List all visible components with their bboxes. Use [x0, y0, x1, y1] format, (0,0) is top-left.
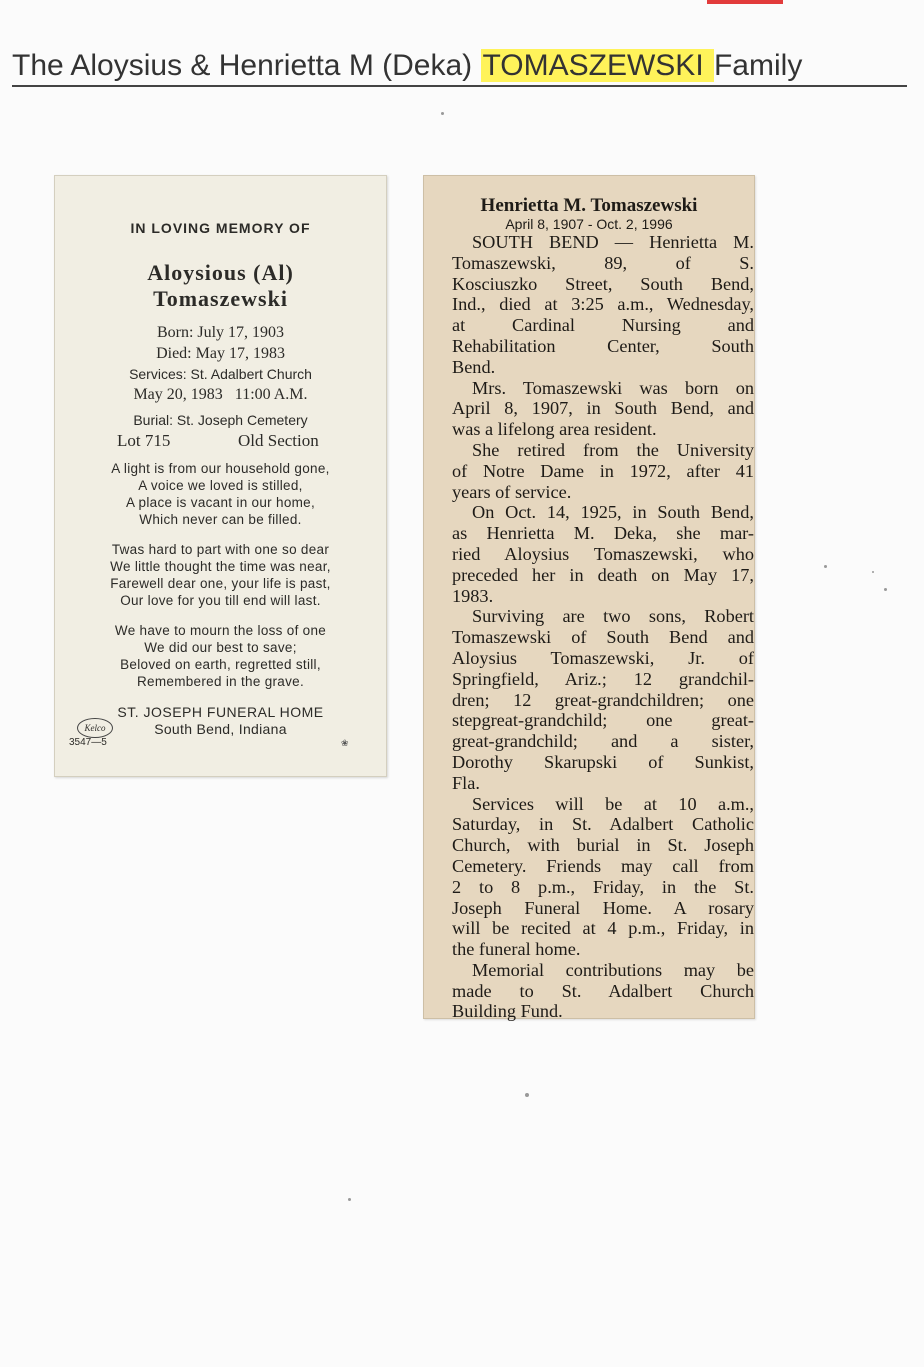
obituary-line: at Cardinal Nursing and [452, 315, 754, 336]
card-print-code: 3547—5 [69, 737, 107, 748]
obituary-line: Tomaszewski of South Bend and [452, 627, 754, 648]
poem-line: Our love for you till end will last. [120, 593, 321, 608]
underlined-henrietta: Henrietta M. [486, 523, 594, 544]
obituary-line: Saturday, in St. Adalbert Catholic [452, 814, 754, 835]
paper-speck [872, 571, 874, 573]
card-heading: IN LOVING MEMORY OF [130, 220, 311, 236]
paper-speck [441, 112, 444, 115]
obituary-line: Bend. [452, 356, 496, 377]
funeral-home-city: South Bend, Indiana [154, 721, 287, 737]
card-section: Old Section [238, 431, 319, 450]
union-label-icon: ❀ [341, 738, 349, 748]
obituary-line: 2 to 8 p.m., Friday, in the St. [452, 876, 754, 897]
obituary-line: Rehabilitation Center, South [452, 335, 754, 356]
obituary-line: April 8, 1907, in South Bend, and [452, 398, 754, 419]
obituary-line: Joseph Funeral Home. A rosary [452, 897, 754, 918]
obituary-line: Dorothy Skarupski of Sunkist, [452, 751, 754, 772]
poem-line: We did our best to save; [144, 640, 297, 655]
obituary-line: Springfield, Ariz.; 12 grandchil- [452, 668, 754, 689]
obituary-line: Mrs. Tomaszewski was born on [472, 377, 754, 398]
obituary-line: the funeral home. [452, 939, 581, 960]
paper-speck [525, 1093, 529, 1097]
title-prefix: The Aloysius & Henrietta M (Deka) [12, 49, 481, 82]
card-services: Services: St. Adalbert Church [129, 366, 312, 382]
obituary-text: ried [452, 543, 505, 564]
obituary-line: Services will be at 10 a.m., [472, 793, 754, 814]
obituary-body [452, 232, 754, 1022]
poem-line: We little thought the time was near, [110, 559, 331, 574]
paper-speck [884, 588, 887, 591]
card-lot: Lot 715 [117, 431, 171, 450]
obituary-line: of Notre Dame in 1972, after 41 [452, 460, 754, 481]
obituary-line: Fla. [452, 772, 480, 793]
obituary-line [452, 544, 754, 565]
poem-line: A light is from our household gone, [111, 461, 330, 476]
obituary-line: years of service. [452, 481, 572, 502]
paper-speck [824, 565, 827, 568]
red-marker-tab [707, 0, 783, 4]
obituary-dates: April 8, 1907 - Oct. 2, 1996 [505, 216, 673, 232]
obituary-line: Surviving are two sons, Robert [472, 606, 754, 627]
obituary-text: as [452, 523, 487, 544]
poem-line: A place is vacant in our home, [125, 495, 316, 510]
title-suffix: Family [713, 49, 803, 82]
obituary-text: Tomaszewski, who [569, 543, 754, 564]
obituary-line: Building Fund. [452, 1001, 563, 1022]
poem-line: Twas hard to part with one so dear [111, 542, 330, 557]
title-highlighted-surname: TOMASZEWSKI [482, 49, 712, 82]
card-service-date: May 20, 1983 11:00 A.M. [133, 386, 308, 403]
card-born: Born: July 17, 1903 [156, 324, 285, 341]
obituary-line: made to St. Adalbert Church [452, 980, 754, 1001]
poem-line: Farewell dear one, your life is past, [110, 576, 331, 591]
page-title [12, 47, 907, 87]
obituary-line: On Oct. 14, 1925, in South Bend, [472, 502, 754, 523]
obituary-name: Henrietta M. Tomaszewski [480, 195, 698, 216]
poem-line: Remembered in the grave. [136, 674, 305, 689]
poem-line: A voice we loved is stilled, [138, 478, 303, 493]
poem-line: Which never can be filled. [139, 512, 302, 527]
obituary-line: Cemetery. Friends may call from [452, 855, 754, 876]
obituary-line: stepgreat-grandchild; one great- [452, 710, 754, 731]
card-burial: Burial: St. Joseph Cemetery [133, 412, 308, 428]
obituary-line: Memorial contributions may be [472, 959, 754, 980]
obituary-line: Church, with burial in St. Joseph [452, 835, 754, 856]
obituary-line: She retired from the University [472, 439, 754, 460]
paper-speck [348, 1198, 351, 1201]
obituary-line: was a lifelong area resident. [452, 419, 657, 440]
funeral-home-name: ST. JOSEPH FUNERAL HOME [117, 704, 324, 720]
obituary-line: Tomaszewski, 89, of S. [452, 252, 754, 273]
obituary-line [452, 523, 754, 544]
obituary-text: Deka, she mar- [594, 523, 754, 544]
obituary-line: great-grandchild; and a sister, [452, 731, 754, 752]
memorial-card [54, 175, 387, 777]
poem-line: Beloved on earth, regretted still, [120, 657, 321, 672]
obituary-line: dren; 12 great-grandchildren; one [452, 689, 754, 710]
obituary-line: Aloysius Tomaszewski, Jr. of [452, 647, 754, 668]
card-name-line2: Tomaszewski [153, 286, 288, 311]
poem-line: We have to mourn the loss of one [114, 623, 327, 638]
obituary-line: 1983. [452, 585, 494, 606]
obituary-line: preceded her in death on May 17, [452, 564, 754, 585]
obituary-line: will be recited at 4 p.m., Friday, in [452, 918, 754, 939]
obituary-line: Ind., died at 3:25 a.m., Wednesday, [452, 294, 754, 315]
card-died: Died: May 17, 1983 [156, 345, 285, 362]
card-name-line1: Aloysious (Al) [147, 260, 294, 285]
obituary-line: SOUTH BEND — Henrietta M. [472, 232, 754, 252]
underlined-aloysius: Aloysius [504, 544, 569, 565]
obituary-line: Kosciuszko Street, South Bend, [452, 273, 754, 294]
kelco-logo: Kelco [77, 718, 113, 738]
obituary-clipping [423, 175, 755, 1022]
